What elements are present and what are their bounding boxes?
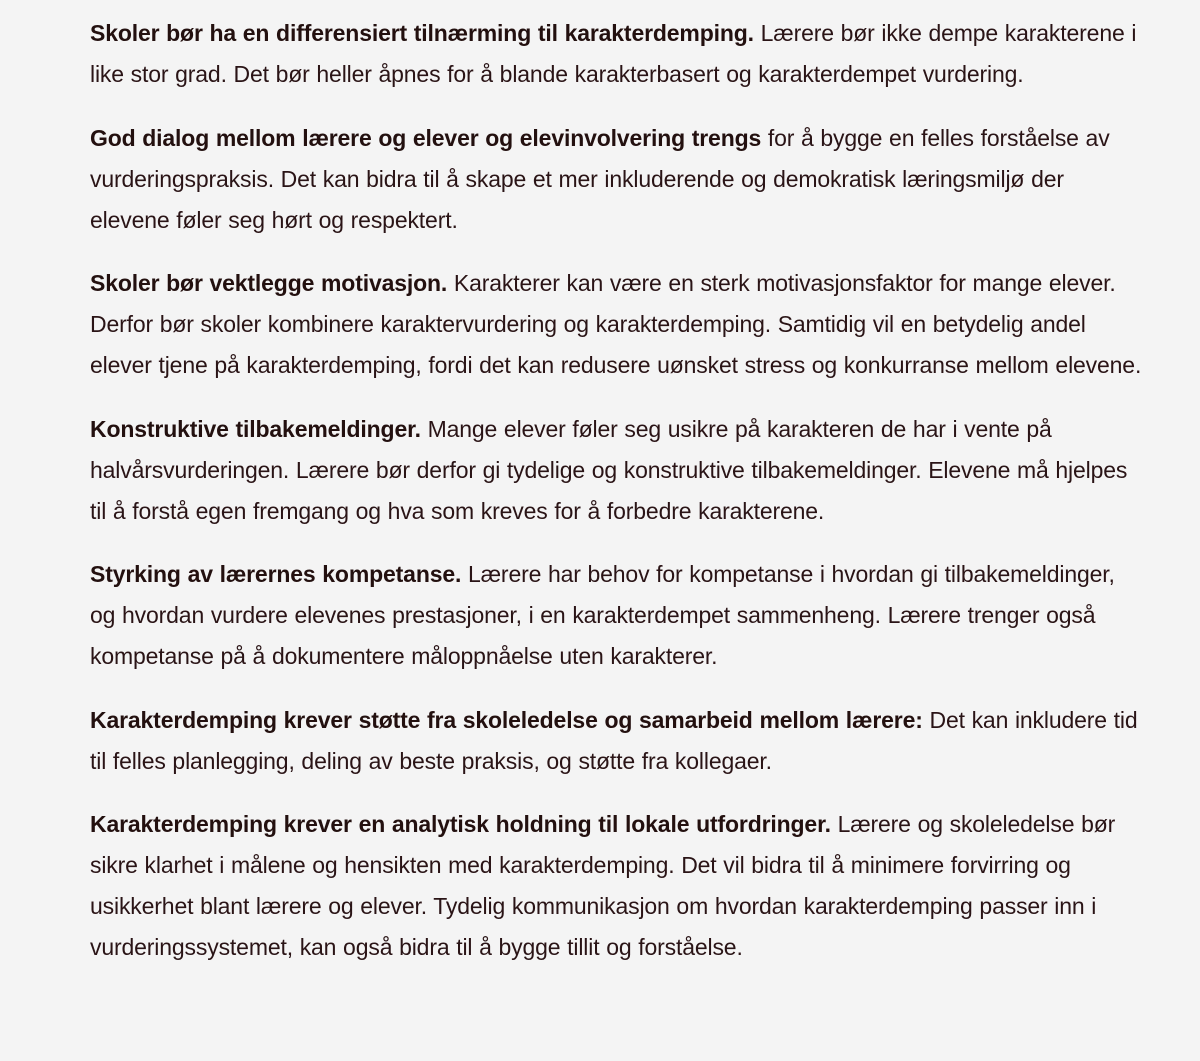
paragraph-lead: Skoler bør vektlegge motivasjon. <box>90 270 448 296</box>
paragraph-lead: God dialog mellom lærere og elever og elevinvolvering trengs <box>90 124 762 151</box>
paragraph-leadership-support <box>90 700 1144 782</box>
paragraph-teacher-competence <box>90 554 1144 677</box>
paragraph-body: Karakterer kan være en sterk motivasjonsfaktor for mange elever. Derfor bør skoler kombinere karaktervurdering og karakterdemping. Samtidig vil en betydelig andel elever tjene på karakterdemping, fordi det kan redusere uønsket stress og konkurranse mellom elevene. <box>90 270 1142 378</box>
paragraph-analytical-attitude <box>90 804 1144 968</box>
paragraph-lead: Karakterdemping krever støtte fra skoleledelse og samarbeid mellom lærere: <box>90 706 923 733</box>
paragraph-body: Lærere og skoleledelse bør sikre klarhet i målene og hensikten med karakterdemping. Det vil bidra til å minimere forvirring og usikkerhet blant lærere og elever. Tydelig kommunikasjon om hvordan karakterdemping passer inn i vurderingssystemet, kan også bidra til å bygge tillit og forståelse. <box>90 811 1116 960</box>
paragraph-body: for å bygge en felles forståelse av vurderingspraksis. Det kan bidra til å skape et mer inkluderende og demokratisk læringsmiljø der elevene føler seg hørt og respektert. <box>90 124 1110 233</box>
paragraph-body: Det kan inkludere tid til felles planlegging, deling av beste praksis, og støtte fra kollegaer. <box>90 706 1138 774</box>
paragraph-lead: Styrking av lærernes kompetanse. <box>90 561 462 587</box>
paragraph-motivation <box>90 263 1144 386</box>
paragraph-body: Lærere bør ikke dempe karakterene i like stor grad. Det bør heller åpnes for å blande karakterbasert og karakterdempet vurdering. <box>90 20 1137 87</box>
paragraph-feedback <box>90 409 1144 532</box>
paragraph-body: Mange elever føler seg usikre på karakteren de har i vente på halvårsvurderingen. Lærere bør derfor gi tydelige og konstruktive tilbakemeldinger. Elevene må hjelpes til å forstå egen fremgang og hva som kreves for å forbedre karakterene. <box>90 415 1128 524</box>
paragraph-lead: Karakterdemping krever en analytisk holdning til lokale utfordringer. <box>90 811 831 837</box>
paragraph-differentiated-approach <box>90 13 1144 95</box>
paragraph-lead: Konstruktive tilbakemeldinger. <box>90 415 421 442</box>
paragraph-dialog <box>90 118 1144 241</box>
paragraph-lead: Skoler bør ha en differensiert tilnærming til karakterdemping. <box>90 20 754 46</box>
paragraph-body: Lærere har behov for kompetanse i hvordan gi tilbakemeldinger, og hvordan vurdere elevenes prestasjoner, i en karakterdempet sammenheng. Lærere trenger også kompetanse på å dokumentere måloppnåelse uten karakterer. <box>90 561 1115 669</box>
